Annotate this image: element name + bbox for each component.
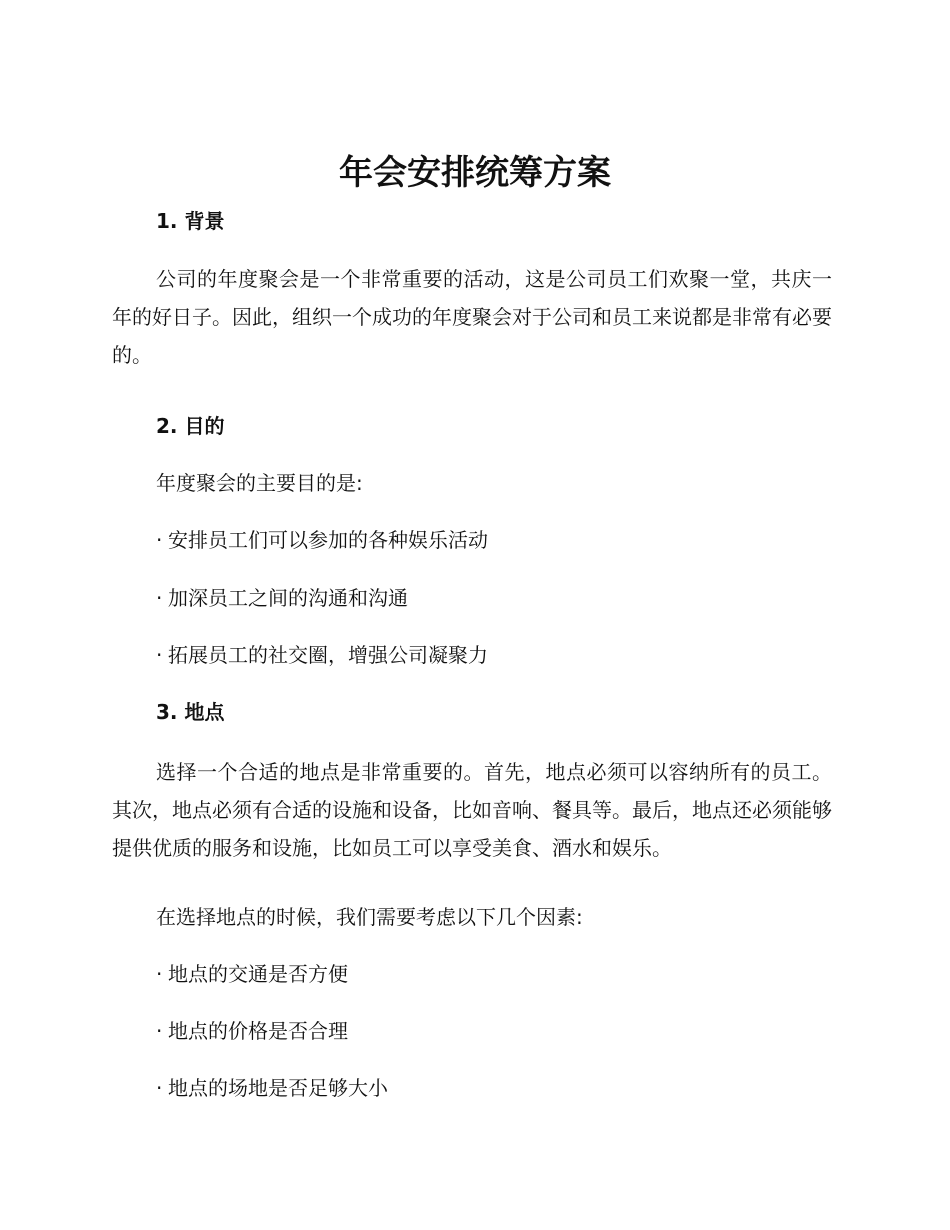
- list-item-text: 地点的价格是否合理: [168, 1019, 348, 1043]
- section-heading-location: 3. 地点: [156, 700, 225, 724]
- bullet-icon: ·: [156, 1019, 163, 1043]
- list-item-text: 安排员工们可以参加的各种娱乐活动: [168, 528, 488, 552]
- location-paragraph: 选择一个合适的地点是非常重要的。首先，地点必须可以容纳所有的员工。其次，地点必须有合适的设施和设备，比如音响、餐具等。最后，地点还必须能够提供优质的服务和设施，比如员工可以享受美食、酒水和娱乐。: [112, 760, 832, 860]
- bullet-icon: ·: [156, 528, 163, 552]
- section-heading-background: 1. 背景: [156, 209, 225, 233]
- background-paragraph: 公司的年度聚会是一个非常重要的活动，这是公司员工们欢聚一堂，共庆一年的好日子。因此，组织一个成功的年度聚会对于公司和员工来说都是非常有必要的。: [112, 267, 832, 367]
- list-item: [156, 584, 408, 612]
- section-heading-purpose: 2. 目的: [156, 414, 225, 438]
- list-item: [156, 1074, 388, 1102]
- location-intro: 在选择地点的时候，我们需要考虑以下几个因素:: [156, 905, 583, 929]
- bullet-icon: ·: [156, 643, 163, 667]
- document-title: 年会安排统筹方案: [339, 153, 611, 193]
- bullet-icon: ·: [156, 962, 163, 986]
- list-item-text: 拓展员工的社交圈，增强公司凝聚力: [168, 643, 488, 667]
- list-item: [156, 526, 488, 554]
- list-item-text: 地点的交通是否方便: [168, 962, 348, 986]
- list-item: [156, 641, 488, 669]
- list-item-text: 地点的场地是否足够大小: [168, 1076, 388, 1100]
- list-item: [156, 960, 348, 988]
- purpose-intro: 年度聚会的主要目的是:: [156, 471, 363, 495]
- bullet-icon: ·: [156, 586, 163, 610]
- bullet-icon: ·: [156, 1076, 163, 1100]
- list-item-text: 加深员工之间的沟通和沟通: [168, 586, 408, 610]
- list-item: [156, 1017, 348, 1045]
